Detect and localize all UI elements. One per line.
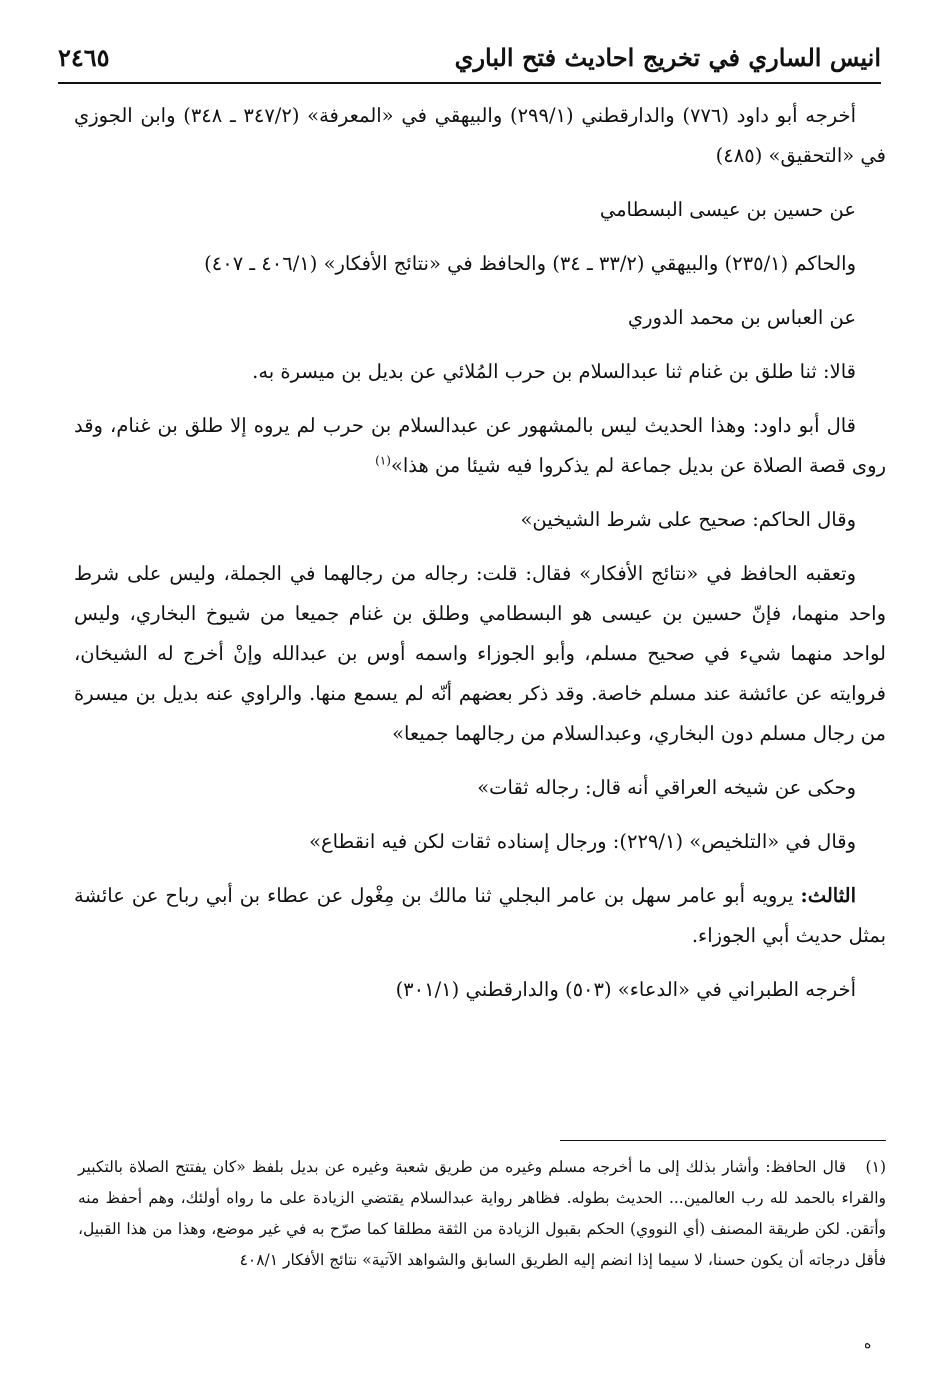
footnote-text: قال الحافظ: وأشار بذلك إلى ما أخرجه مسلم وغيره من طريق شعبة وغيره عن بديل بلفظ «كان يفتتح الصلاة بالتكبير والقراء بالحمد لله رب العالمين... الحديث بطوله. فظاهر رواية عبدالسلام يقتضي الزيادة على ما رواه أولئك، وهم أحفظ منه وأتقن. لكن طريقة المصنف (أي النووي) الحكم بقبول الزيادة من الثقة مطلقا كما صرّح به في غير موضع، وهذا من هذا القبيل، فأقل درجاته أن يكون حسنا، لا سيما إذا انضم إليه الطريق السابق والشواهد الآتية» نتائج الأفكار ٤٠٨/١	[78, 1158, 886, 1269]
paragraph-husayn-bin-isa: عن حسين بن عيسى البسطامي	[599, 198, 856, 221]
header-divider	[58, 82, 881, 84]
page-number: ٢٤٦٥	[58, 43, 110, 72]
paragraph-abu-dawud-takhrij: أخرجه أبو داود (٧٧٦) والدارقطني (٢٩٩/١) والبيهقي في «المعرفة» (٣٤٧/٢ ـ ٣٤٨) وابن الجوزي في «التحقيق» (٤٨٥)	[74, 104, 886, 167]
signature-mark: ه	[864, 1336, 872, 1352]
book-title: انيس الساري في تخريج احاديث فتح الباري	[454, 43, 881, 72]
footnote	[78, 1152, 886, 1276]
paragraph-talkhis-comment: وقال في «التلخيص» (٢٢٩/١): ورجال إسناده ثقات لكن فيه انقطاع»	[309, 830, 856, 853]
paragraph-hakim-comment: وقال الحاكم: صحيح على شرط الشيخين»	[520, 508, 856, 531]
paragraph-third-route: الثالث: يرويه أبو عامر سهل بن عامر البجلي ثنا مالك بن مِغْول عن عطاء بن أبي رباح عن عائشة بمثل حديث أبي الجوزاء.	[74, 884, 886, 947]
paragraph-tabarani-takhrij: أخرجه الطبراني في «الدعاء» (٥٠٣) والدارقطني (٣٠١/١)	[395, 978, 856, 1001]
paragraph-abbas-al-duri: عن العباس بن محمد الدوري	[627, 306, 856, 329]
paragraph-hakim-takhrij: والحاكم (٢٣٥/١) والبيهقي (٣٣/٢ ـ ٣٤) والحافظ في «نتائج الأفكار» (٤٠٦/١ ـ ٤٠٧)	[204, 252, 856, 275]
section-lead-third: الثالث:	[800, 884, 856, 907]
main-text	[74, 96, 886, 1024]
footnote-divider	[560, 1140, 886, 1141]
paragraph-abu-dawud-comment: قال أبو داود: وهذا الحديث ليس بالمشهور عن عبدالسلام بن حرب لم يروه إلا طلق بن غنام، وقد روى قصة الصلاة عن بديل جماعة لم يذكروا فيه شيئا من هذا»$^{(١)}$	[74, 414, 886, 477]
paragraph-iraqi-comment: وحكى عن شيخه العراقي أنه قال: رجاله ثقات»	[477, 776, 856, 799]
footnote-marker: (١)	[865, 1158, 886, 1176]
paragraph-isnad: قالا: ثنا طلق بن غنام ثنا عبدالسلام بن حرب المُلائي عن بديل بن ميسرة به.	[252, 360, 856, 383]
running-header	[58, 40, 881, 80]
paragraph-hafiz-critique: وتعقبه الحافظ في «نتائج الأفكار» فقال: قلت: رجاله من رجالهما في الجملة، وليس على شرط واحد منهما، فإنّ حسين بن عيسى هو البسطامي وطلق بن غنام جميعا من شيوخ البخاري، وليس لواحد منهما شيء في صحيح مسلم، وأبو الجوزاء واسمه أوس بن عبدالله وإنْ أخرج له الشيخان، فروايته عن عائشة عند مسلم خاصة. وقد ذكر بعضهم أنّه لم يسمع منها. والراوي عنه بديل بن ميسرة من رجال مسلم دون البخاري، وعبدالسلام من رجالهما جميعا»	[74, 562, 886, 745]
footnote-reference[interactable]: (١)	[375, 453, 391, 468]
